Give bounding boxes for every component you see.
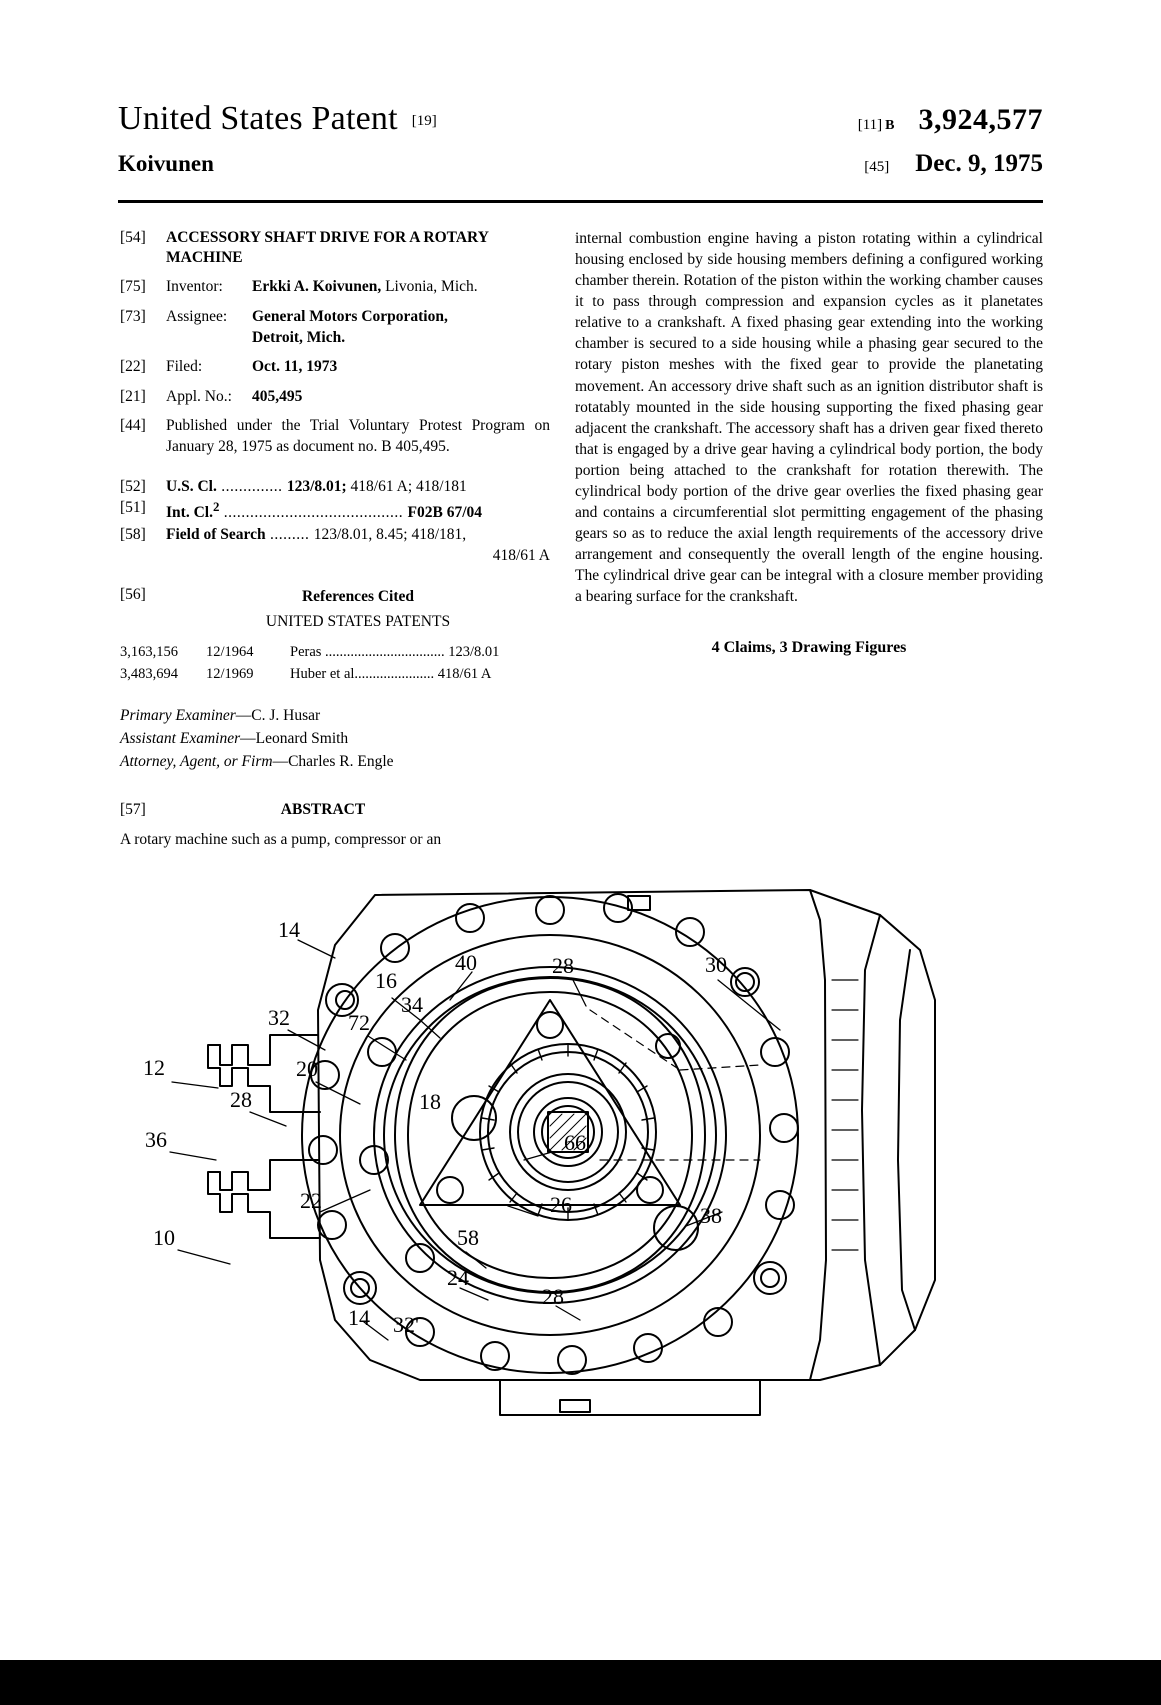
code-54: [54] bbox=[120, 229, 146, 246]
code-73: [73] bbox=[120, 307, 146, 325]
office-title: United States Patent bbox=[118, 100, 398, 137]
patent-drawing bbox=[120, 860, 1045, 1460]
code-51: [51] bbox=[120, 499, 146, 517]
inventor-value bbox=[252, 277, 550, 298]
figure-callout: 12 bbox=[143, 1055, 165, 1080]
field-published bbox=[120, 416, 550, 457]
invention-title: ACCESSORY SHAFT DRIVE FOR A ROTARY MACHINE bbox=[166, 229, 489, 267]
reference-row bbox=[120, 664, 550, 686]
int-cl-dots: ......................................... bbox=[219, 504, 408, 522]
abstract-heading-row bbox=[120, 800, 550, 821]
field-filed bbox=[120, 357, 550, 378]
primary-examiner-label: Primary Examiner bbox=[120, 706, 236, 724]
code-22: [22] bbox=[120, 358, 146, 376]
assignee-name: General Motors Corporation, bbox=[252, 307, 448, 325]
primary-examiner-name: —C. J. Husar bbox=[235, 706, 321, 724]
int-cl-value: F02B 67/04 bbox=[407, 504, 483, 522]
appl-no-value: 405,495 bbox=[252, 387, 303, 405]
drawing-svg bbox=[120, 860, 1045, 1460]
code-56: [56] bbox=[120, 586, 146, 604]
figure-callout: 32' bbox=[393, 1312, 419, 1337]
reference-row bbox=[120, 642, 550, 664]
label-appl-no: Appl. No.: bbox=[166, 387, 232, 405]
figure-callout: 20 bbox=[296, 1056, 318, 1081]
figure-callout: 28 bbox=[552, 953, 574, 978]
label-inventor: Inventor: bbox=[166, 278, 223, 296]
field-us-class bbox=[120, 477, 550, 498]
code-52: [52] bbox=[120, 477, 146, 495]
bibliographic-column bbox=[120, 228, 550, 851]
date-group bbox=[864, 150, 1043, 178]
figure-callout: 24 bbox=[447, 1265, 469, 1290]
field-assignee bbox=[120, 307, 550, 348]
field-int-class bbox=[120, 498, 550, 524]
fos-value: 123/8.01, 8.45; 418/181, bbox=[313, 525, 467, 543]
abstract-body: internal combustion engine having a piston rotating within a cylindrical housing enclosed by side housing members defining a configured working chamber therein. Rotation of the piston within the working chamber causes it to pass through compression and expansion cycles as it planetates relative to a crankshaft. A fixed phasing gear extending into the working chamber is secured to a side housing while a phasing gear secured to the rotary piston meshes with the fixed gear to provide the planetating movement. An accessory drive shaft such as an ignition distributor shaft is rotatably mounted in the side housing supporting the fixed phasing gear adjacent the crankshaft. The accessory shaft has a driven gear fixed thereto that is engaged by a drive gear having a cylindrical body portion, the body portion being attached to the crankshaft for rotation therewith. The cylindrical body portion of the drive gear overlies the fixed phasing gear and contains a circumferential slot permitting engagement of the phasing gears so as to reduce the axial length requirements of the accessory drive arrangement and consequently the overall length of the engine housing. The cylindrical drive gear can be integral with a closure member providing a bearing surface for the crankshaft. bbox=[575, 230, 1043, 606]
published-note: Published under the Trial Voluntary Protest Program on January 28, 1975 as document no. B 405,495. bbox=[166, 417, 550, 455]
figure-callout: 72 bbox=[348, 1010, 370, 1035]
field-field-of-search bbox=[120, 525, 550, 566]
reference-number: 3,163,156 bbox=[120, 644, 178, 661]
kind-code: B bbox=[885, 118, 895, 133]
abstract-column bbox=[575, 228, 1043, 659]
attorney-label: Attorney, Agent, or Firm bbox=[120, 753, 273, 771]
reference-date: 12/1969 bbox=[206, 666, 254, 683]
assignee-value bbox=[252, 307, 550, 348]
reference-date: 12/1964 bbox=[206, 644, 254, 661]
inventor-surname: Koivunen bbox=[118, 151, 214, 176]
us-cl-dots: .............. bbox=[216, 477, 287, 495]
inventor-name-bold: Erkki A. Koivunen, bbox=[252, 278, 382, 296]
figure-callout: 14 bbox=[278, 917, 300, 942]
abstract-heading: ABSTRACT bbox=[280, 800, 366, 818]
code-44: [44] bbox=[120, 417, 146, 435]
figure-callout: 40 bbox=[455, 950, 477, 975]
fos-body bbox=[166, 525, 550, 566]
primary-examiner-line bbox=[120, 704, 550, 727]
figure-callout: 18 bbox=[419, 1089, 441, 1114]
attorney-line bbox=[120, 750, 550, 773]
abstract-first-line: A rotary machine such as a pump, compressor or an bbox=[120, 831, 442, 849]
office-title-group bbox=[118, 100, 437, 138]
code-21: [21] bbox=[120, 387, 146, 405]
figure-callout: 34 bbox=[401, 992, 423, 1017]
tag-19: [19] bbox=[411, 113, 437, 129]
figure-callout: 30 bbox=[705, 952, 727, 977]
fos-value-2: 418/61 A bbox=[492, 546, 550, 564]
fos-dots: ......... bbox=[265, 525, 314, 543]
figure-callout: 14 bbox=[348, 1305, 370, 1330]
code-57: [57] bbox=[120, 800, 146, 818]
figure-callouts bbox=[143, 917, 727, 1337]
us-class-body bbox=[166, 477, 550, 498]
references-heading: References Cited bbox=[301, 588, 415, 606]
figure-callout: 28 bbox=[542, 1284, 564, 1309]
issue-date: Dec. 9, 1975 bbox=[915, 150, 1043, 177]
label-field-of-search: Field of Search bbox=[166, 525, 266, 543]
field-inventor bbox=[120, 277, 550, 298]
patent-number: 3,924,577 bbox=[918, 103, 1043, 136]
reference-number: 3,483,694 bbox=[120, 666, 178, 683]
header-row-bottom bbox=[118, 150, 1043, 178]
figure-callout: 26 bbox=[550, 1192, 572, 1217]
page-bottom-bar bbox=[0, 1660, 1161, 1705]
field-appl-no bbox=[120, 387, 550, 408]
label-int-cl: Int. Cl. bbox=[166, 504, 213, 522]
figure-callout: 22 bbox=[300, 1188, 322, 1213]
figure-callout: 66 bbox=[564, 1130, 586, 1155]
header-row-top bbox=[118, 100, 1043, 138]
examiner-block bbox=[120, 704, 550, 774]
references-block bbox=[166, 585, 550, 640]
claims-figures-line: 4 Claims, 3 Drawing Figures bbox=[711, 639, 907, 657]
reference-inventor: Peras ................................. 123/8.01 bbox=[290, 644, 500, 661]
references-list bbox=[120, 642, 550, 686]
assistant-examiner-line bbox=[120, 727, 550, 750]
assignee-location: Detroit, Mich. bbox=[252, 328, 346, 346]
field-title bbox=[120, 228, 550, 268]
patent-header bbox=[118, 100, 1043, 178]
label-us-cl: U.S. Cl. bbox=[166, 477, 217, 495]
tag-11: [11] bbox=[857, 117, 883, 133]
assistant-examiner-label: Assistant Examiner bbox=[120, 730, 241, 748]
label-filed: Filed: bbox=[166, 358, 203, 376]
us-cl-primary: 123/8.01; bbox=[286, 477, 347, 495]
reference-inventor: Huber et al...................... 418/61 A bbox=[290, 666, 492, 683]
figure-callout: 16 bbox=[375, 968, 397, 993]
us-cl-secondary: 418/61 A; 418/181 bbox=[346, 477, 467, 495]
label-assignee: Assignee: bbox=[166, 307, 228, 325]
header-rule bbox=[118, 200, 1043, 203]
patent-number-group bbox=[858, 103, 1043, 137]
figure-callout: 32 bbox=[268, 1005, 290, 1030]
filed-date: Oct. 11, 1973 bbox=[252, 358, 338, 376]
figure-callout: 36 bbox=[145, 1127, 167, 1152]
assistant-examiner-name: —Leonard Smith bbox=[240, 730, 349, 748]
references-subheading: UNITED STATES PATENTS bbox=[265, 612, 451, 630]
attorney-name: —Charles R. Engle bbox=[272, 753, 394, 771]
code-58: [58] bbox=[120, 525, 146, 543]
figure-callout: 58 bbox=[457, 1225, 479, 1250]
tag-45: [45] bbox=[864, 159, 890, 175]
inventor-location: Livonia, Mich. bbox=[381, 278, 478, 296]
code-75: [75] bbox=[120, 278, 146, 296]
figure-callout: 38 bbox=[700, 1203, 722, 1228]
int-cl-superscript: 2 bbox=[212, 499, 220, 515]
figure-callout: 28 bbox=[230, 1087, 252, 1112]
figure-callout: 10 bbox=[153, 1225, 175, 1250]
field-references bbox=[120, 585, 550, 640]
int-class-body bbox=[166, 498, 550, 524]
